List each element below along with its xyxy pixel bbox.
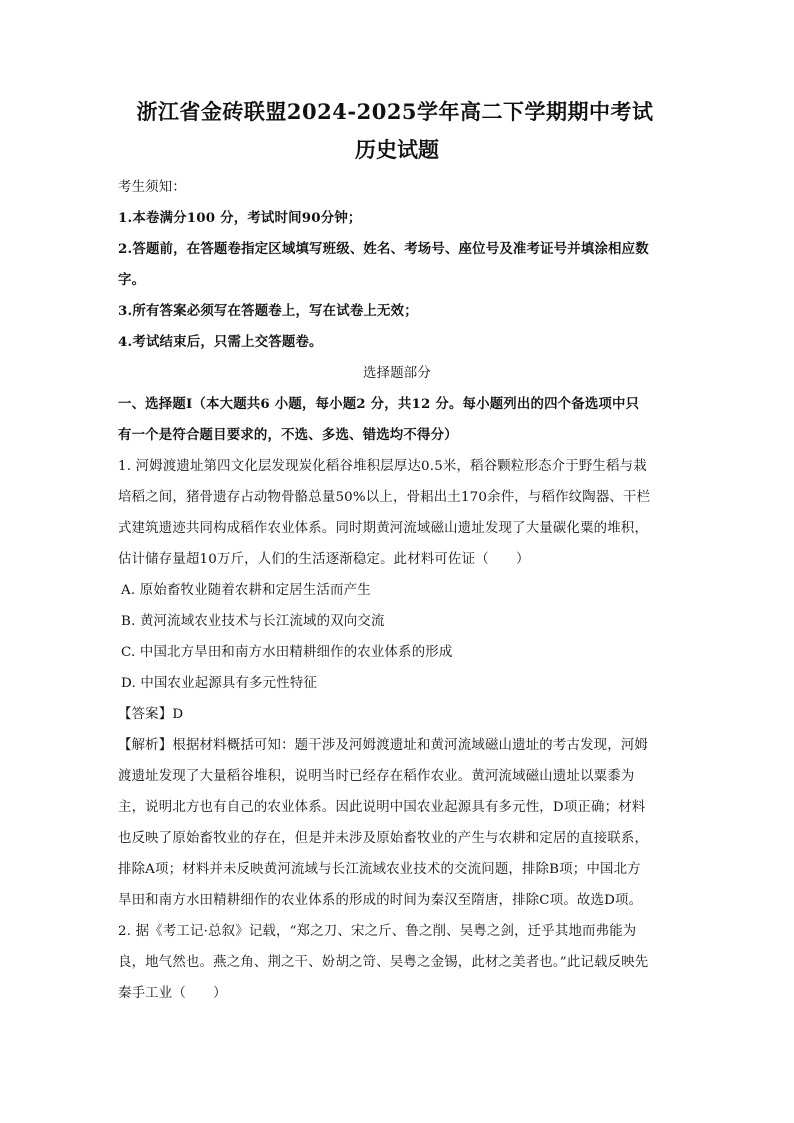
notice-block — [118, 172, 676, 358]
section-label: 选择题部分 — [363, 366, 431, 381]
exam-page — [118, 98, 676, 1009]
question-stem-line: 1. 河姆渡遗址第四文化层发现炭化稻谷堆积层厚达0.5米，稻谷颗粒形态介于野生稻与栽 — [118, 459, 647, 474]
exam-subtitle: 历史试题 — [355, 137, 439, 162]
question-stem-line: 估计储存量超10万斤，人们的生活逐渐稳定。此材料可佐证（ ） — [118, 552, 530, 567]
question-1 — [118, 451, 676, 916]
answer-line: 【答案】D — [118, 707, 184, 722]
question-stem-line: 培稻之间，猪骨遗存占动物骨骼总量50%以上，骨耜出土170余件，与稻作纹陶器、干栏 — [118, 490, 651, 505]
option-a: A. 原始畜牧业随着农耕和定居生活而产生 — [121, 583, 371, 598]
question-2 — [118, 916, 676, 1009]
question-stem-line: 2. 据《考工记·总叙》记载，“郑之刀、宋之斤、鲁之削、吴粤之剑，迁乎其地而弗能为 — [118, 924, 637, 939]
question-stem-line: 式建筑遗迹共同构成稻作农业体系。同时期黄河流域磁山遗址发现了大量碳化粟的堆积， — [118, 521, 649, 536]
section-title-line: 一、选择题Ⅰ（本大题共6 小题，每小题2 分，共12 分。每小题列出的四个备选项中只 — [118, 396, 640, 412]
analysis-line: 旱田和南方水田精耕细作的农业体系的形成的时间为秦汉至隋唐，排除C项。故选D项。 — [118, 893, 643, 908]
notice-item: 2.答题前，在答题卷指定区域填写班级、姓名、考场号、座位号及准考证号并填涂相应数 — [118, 241, 649, 257]
option-b: B. 黄河流域农业技术与长江流域的双向交流 — [121, 614, 385, 629]
section-title-line: 有一个是符合题目要求的，不选、多选、错选均不得分） — [118, 427, 458, 443]
analysis-line: 主，说明北方也有自己的农业体系。因此说明中国农业起源具有多元性，D项正确；材料 — [118, 800, 646, 815]
notice-item: 字。 — [118, 272, 146, 288]
analysis-line: 渡遗址发现了大量稻谷堆积，说明当时已经存在稻作农业。黄河流域磁山遗址以粟黍为 — [118, 769, 635, 784]
notice-item: 4.考试结束后，只需上交答题卷。 — [118, 334, 323, 350]
option-c: C. 中国北方旱田和南方水田精耕细作的农业体系的形成 — [121, 645, 453, 660]
question-stem-line: 秦手工业（ ） — [118, 986, 227, 1001]
analysis-line: 【解析】根据材料概括可知：题干涉及河姆渡遗址和黄河流域磁山遗址的考古发现，河姆 — [118, 738, 649, 753]
notice-item: 3.所有答案必须写在答题卷上，写在试卷上无效； — [118, 303, 418, 319]
question-stem-line: 良，地气然也。燕之角、荆之干、妢胡之笴、吴粤之金锡，此材之美者也。”此记载反映先 — [118, 955, 649, 970]
exam-title: 浙江省金砖联盟2024-2025学年高二下学期期中考试 — [136, 99, 654, 124]
option-d: D. 中国农业起源具有多元性特征 — [121, 676, 318, 691]
notice-heading: 考生须知： — [118, 180, 186, 195]
notice-item: 1.本卷满分100 分，考试时间90分钟； — [118, 210, 362, 226]
analysis-line: 排除A项；材料并未反映黄河流域与长江流域农业技术的交流问题，排除B项；中国北方 — [118, 862, 641, 877]
analysis-line: 也反映了原始畜牧业的存在，但是并未涉及原始畜牧业的产生与农耕和定居的直接联系， — [118, 831, 649, 846]
